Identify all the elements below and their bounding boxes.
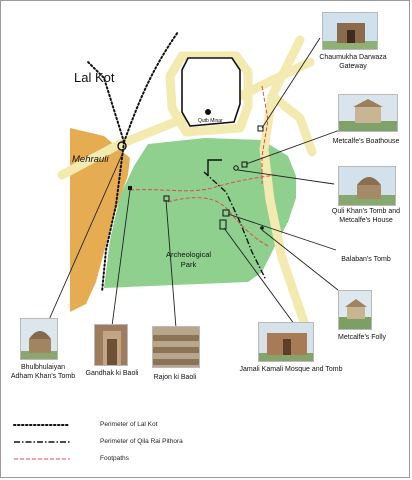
boathouse-label-line-1: Metcalfe's Boathouse	[332, 138, 400, 145]
chaumukha-label-line-2: Gateway	[339, 62, 367, 70]
jamali-label-line-1: Jamali Kamali Mosque and Tomb	[239, 366, 343, 373]
rajon-label-line-1: Rajon ki Baoli	[153, 374, 197, 381]
legend-label-lal-kot: Perimeter of Lal Kot	[100, 421, 158, 428]
quli-khan-label-line-2: Metcalfe's House	[339, 216, 393, 224]
road-east-branch	[272, 96, 312, 152]
qutb-minar-complex	[182, 58, 240, 126]
park-label-line-2: Park	[180, 260, 197, 269]
gandhak-photo	[94, 324, 128, 366]
folly-marker	[260, 226, 264, 230]
bhulbhulaiyan-label-line-2: Adham Khan's Tomb	[10, 372, 76, 380]
bhulbhulaiyan-label	[8, 364, 78, 381]
bhulbhulaiyan-label-line-1: Bhulbhulaiyan	[21, 364, 65, 371]
boathouse-label	[320, 138, 412, 147]
qutb-minar-marker	[205, 109, 211, 115]
park-label-line-1: Archeological	[166, 250, 212, 259]
rajon-label	[140, 374, 210, 383]
bhulbhulaiyan-photo	[20, 318, 58, 360]
mehrauli-label: Mehrauli	[72, 154, 109, 165]
balaban-label-line-1: Balaban's Tomb	[341, 256, 391, 263]
gandhak-marker	[128, 186, 132, 190]
quli-khan-photo	[338, 166, 396, 206]
folly-label	[322, 334, 402, 343]
gandhak-label	[80, 370, 144, 379]
quli-khan-label-line-1: Quli Khan's Tomb and	[331, 208, 401, 215]
boathouse-photo	[338, 94, 398, 132]
chaumukha-marker	[258, 126, 263, 131]
rajon-photo	[152, 326, 200, 368]
legend-label-qila-rai-pithora: Perimeter of Qila Rai Pithora	[100, 438, 183, 445]
gandhak-label-line-1: Gandhak ki Baoli	[85, 370, 139, 377]
chaumukha-photo	[322, 12, 378, 50]
park-label	[166, 250, 211, 270]
lal-kot-label: Lal Kot	[74, 70, 115, 85]
jamali-label	[236, 366, 346, 375]
legend-label-footpaths: Footpaths	[100, 455, 129, 462]
balaban-label	[326, 256, 406, 265]
qutb-minar-label: Qutb Minar	[198, 118, 223, 124]
quli-khan-label	[322, 208, 410, 225]
legend	[14, 425, 70, 459]
jamali-photo	[258, 322, 314, 362]
chaumukha-label-line-1: Chaumukha Darwaza	[319, 54, 387, 61]
folly-label-line-1: Metcalfe's Folly	[337, 334, 386, 341]
chaumukha-label	[308, 54, 398, 71]
folly-photo	[338, 290, 372, 330]
